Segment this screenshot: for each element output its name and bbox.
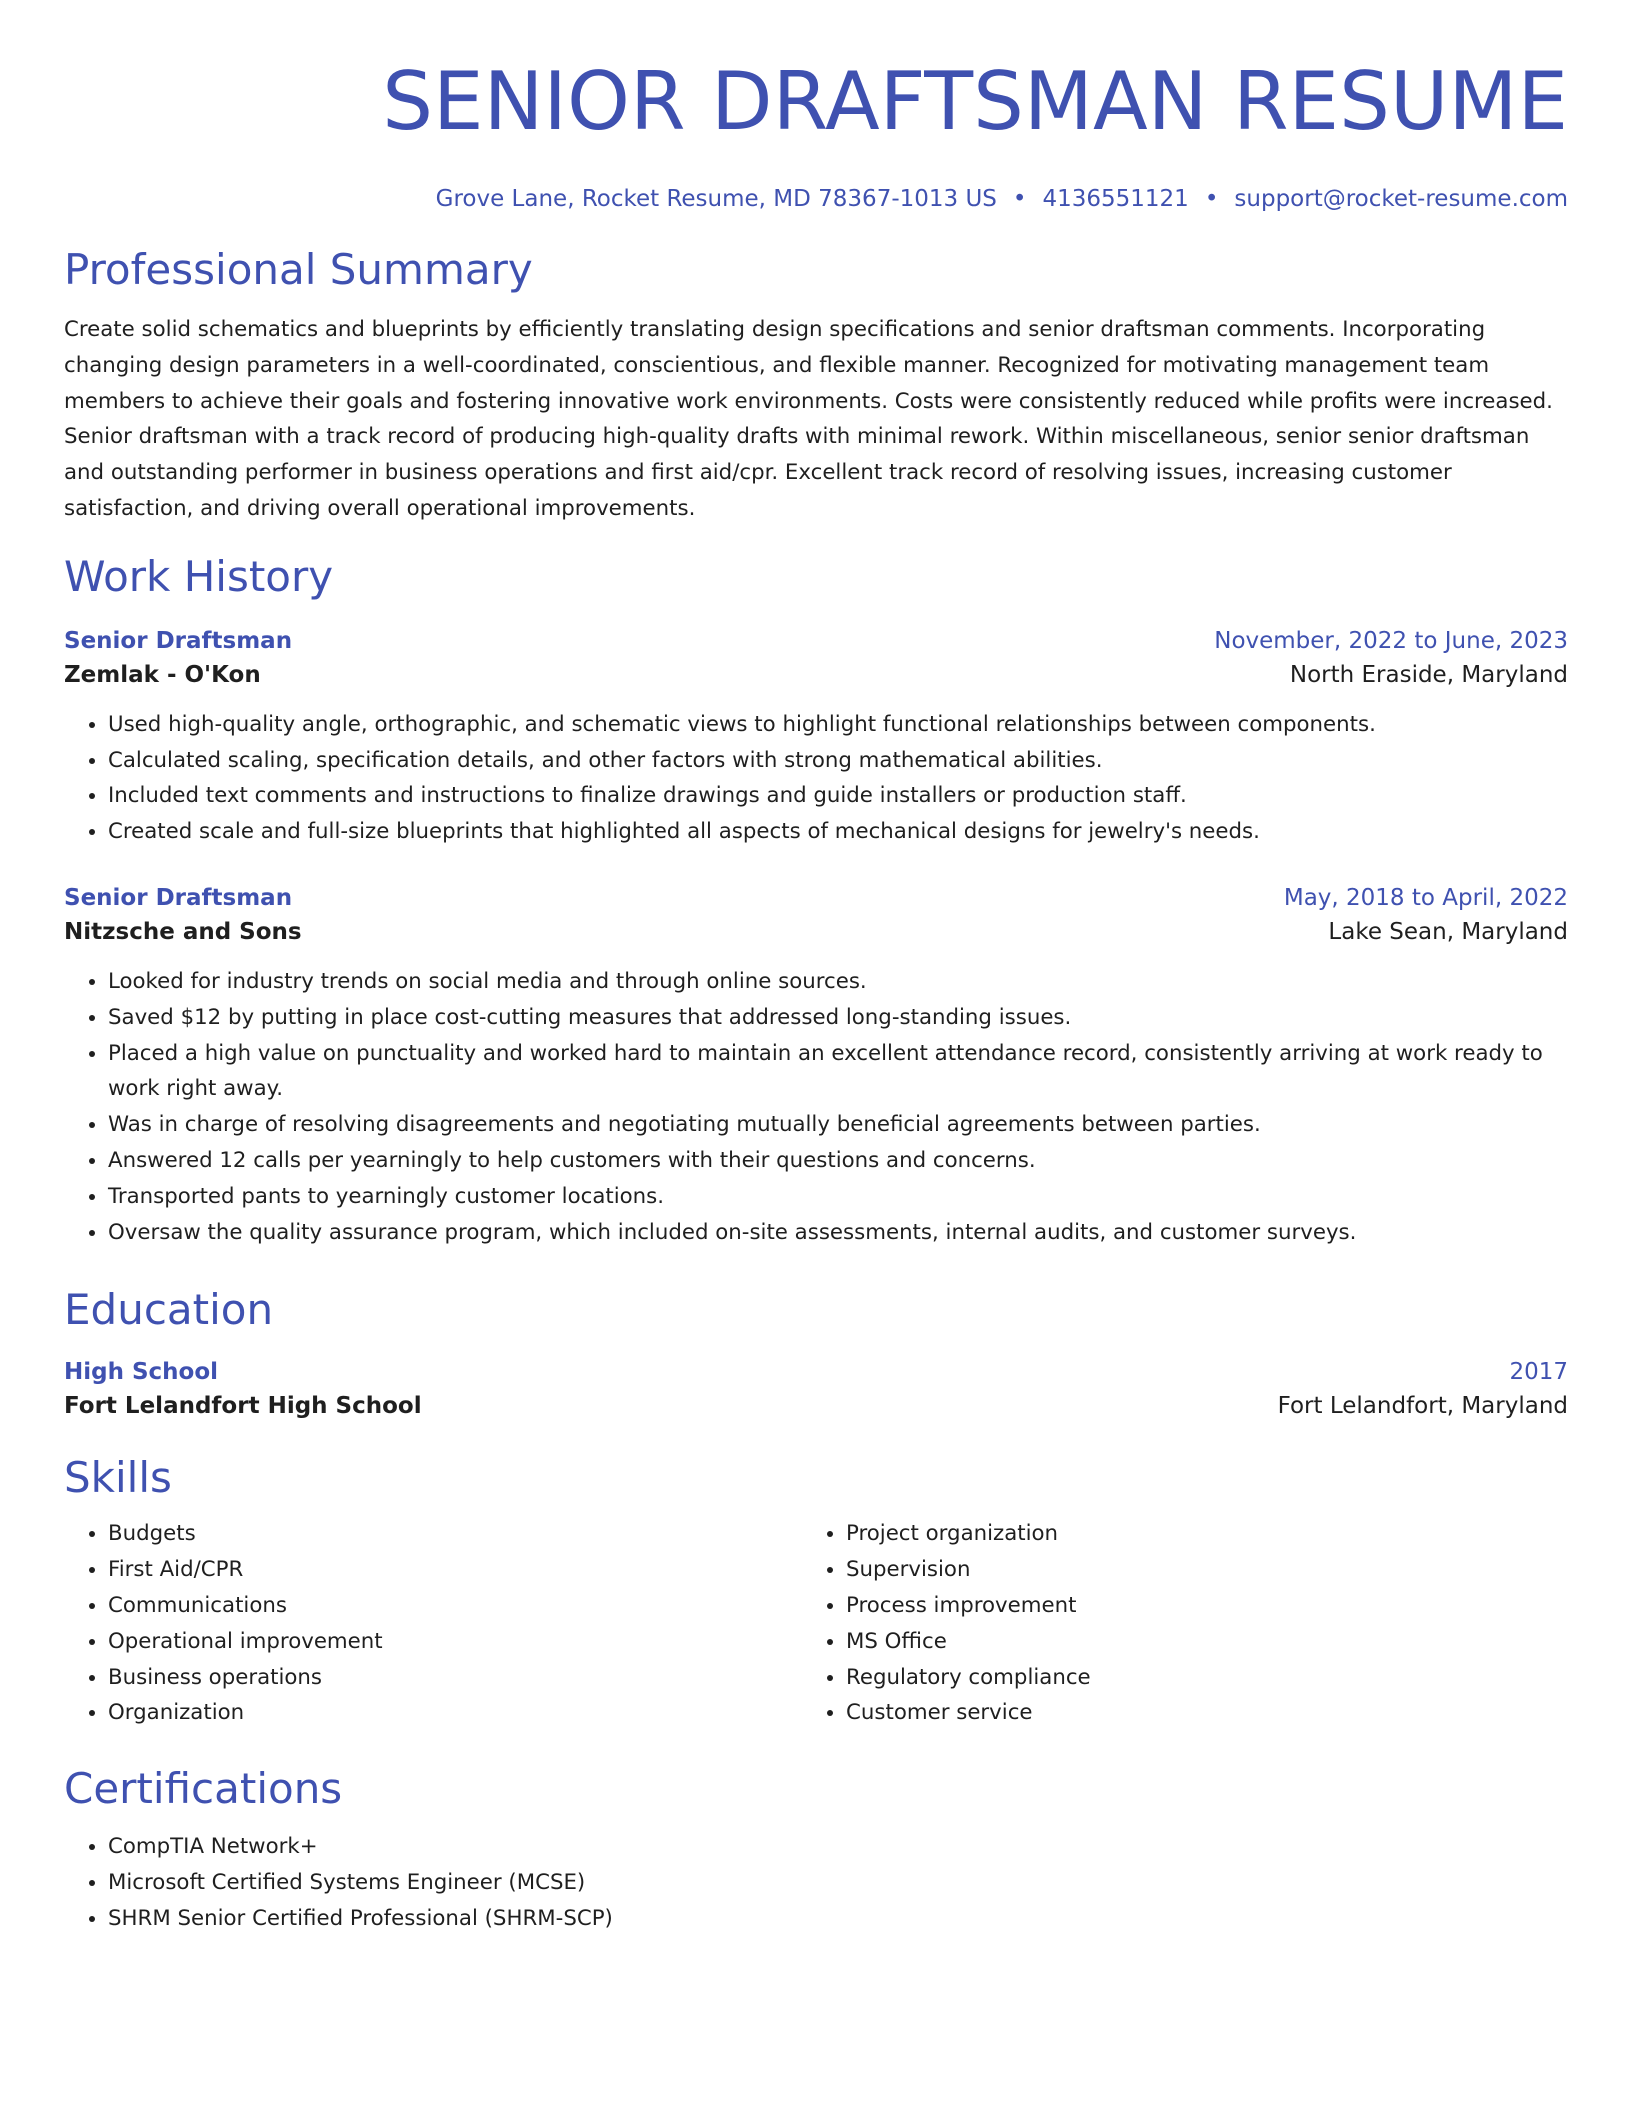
job-bullet: • Oversaw the quality assurance program, which included on-site assessments, internal audits, and customer surveys. [108,1215,1568,1251]
job-bullet: • Placed a high value on punctuality and worked hard to maintain an excellent attendance record, consistently arriving at work ready to work right away. [108,1036,1568,1108]
skills-column-right [802,1516,1540,1731]
summary-heading: Professional Summary [64,245,533,294]
education-location: Fort Lelandfort, Maryland [1277,1393,1568,1420]
education-degree-row [64,1356,1568,1388]
job-bullet: • Created scale and full-size blueprints that highlighted all aspects of mechanical designs for jewelry's needs. [108,814,1568,850]
job-employer: Zemlak - O'Kon [64,661,261,688]
certification-item: • CompTIA Network+ [108,1829,1568,1865]
job-bullet: • Included text comments and instructions to finalize drawings and guide installers or production staff. [108,778,1568,814]
certification-item: • SHRM Senior Certified Professional (SHRM-SCP) [108,1901,1568,1937]
education-school: Fort Lelandfort High School [64,1393,422,1420]
education-heading: Education [64,1285,274,1335]
education-entry [64,1356,1568,1424]
job-bullet: • Transported pants to yearningly customer locations. [108,1179,1568,1215]
certification-item: • Microsoft Certified Systems Engineer (MCSE) [108,1865,1568,1901]
job-bullets [64,964,1568,1250]
job-title: Senior Draftsman [64,884,293,911]
contact-email[interactable]: support@rocket-resume.com [1234,186,1568,212]
skill-item: • Process improvement [846,1588,1540,1624]
skill-item: • Organization [108,1695,802,1731]
skill-item: • Operational improvement [108,1624,802,1660]
summary-section [64,244,1568,527]
job-title: Senior Draftsman [64,627,293,654]
job-bullet: • Calculated scaling, specification details, and other factors with strong mathematical abilities. [108,743,1568,779]
summary-text: Create solid schematics and blueprints by efficiently translating design specifications and senior draftsman comments. Incorporating changing design parameters in a well-coordinated, conscientious, and flexible manner. Recognized for motivating management team members to achieve their goals and fostering innovative work environments. Costs were consistently reduced while profits were increased. Senior draftsman with a track record of producing high-quality drafts with minimal rework. Within miscellaneous, senior senior draftsman and outstanding performer in business operations and first aid/cpr. Excellent track record of resolving issues, increasing customer satisfaction, and driving overall operational improvements. [64,317,1553,521]
skill-item: • Budgets [108,1516,802,1552]
job-bullets [64,707,1568,850]
job-entry [64,625,1568,850]
job-location: Lake Sean, Maryland [1328,918,1568,945]
skills-grid [64,1516,1568,1731]
skills-list-right [802,1516,1540,1731]
job-bullet: • Looked for industry trends on social media and through online sources. [108,964,1568,1000]
contact-phone: 4136551121 [1042,186,1189,212]
skill-item: • Customer service [846,1695,1540,1731]
skill-item: • First Aid/CPR [108,1552,802,1588]
job-title-row [64,882,1568,914]
contact-separator: • [1012,186,1027,212]
skills-column-left [64,1516,802,1731]
job-location: North Eraside, Maryland [1289,661,1568,688]
contact-line [64,184,1568,214]
skill-item: • MS Office [846,1624,1540,1660]
skill-item: • Business operations [108,1660,802,1696]
job-bullet: • Was in charge of resolving disagreements and negotiating mutually beneficial agreements between parties. [108,1107,1568,1143]
education-section [64,1284,1568,1424]
job-employer: Nitzsche and Sons [64,918,302,945]
skill-item: • Supervision [846,1552,1540,1588]
education-degree: High School [64,1359,219,1386]
job-bullet: • Saved $12 by putting in place cost-cutting measures that addressed long-standing issues. [108,1000,1568,1036]
job-title-row [64,625,1568,657]
work-history-section [64,551,1568,1251]
resume-name: SENIOR DRAFTSMAN RESUME [382,55,1568,148]
education-year: 2017 [1509,1359,1568,1386]
job-entry [64,882,1568,1250]
contact-address: Grove Lane, Rocket Resume, MD 78367-1013 US [435,186,997,212]
skill-item: • Regulatory compliance [846,1660,1540,1696]
education-school-row [64,1388,1568,1424]
job-employer-row [64,914,1568,950]
job-dates: May, 2018 to April, 2022 [1283,884,1568,911]
job-dates: November, 2022 to June, 2023 [1214,627,1568,654]
skills-heading: Skills [64,1453,172,1503]
certifications-heading: Certifications [64,1764,343,1814]
skill-item: • Communications [108,1588,802,1624]
certifications-section [64,1763,1568,1936]
skills-section [64,1452,1568,1731]
certifications-list [64,1829,1568,1936]
job-employer-row [64,657,1568,693]
skill-item: • Project organization [846,1516,1540,1552]
job-bullet: • Answered 12 calls per yearningly to help customers with their questions and concerns. [108,1143,1568,1179]
resume-header [64,0,1568,214]
work-history-heading: Work History [64,551,334,601]
contact-separator: • [1204,186,1219,212]
job-bullet: • Used high-quality angle, orthographic, and schematic views to highlight functional relationships between components. [108,707,1568,743]
skills-list-left [64,1516,802,1731]
